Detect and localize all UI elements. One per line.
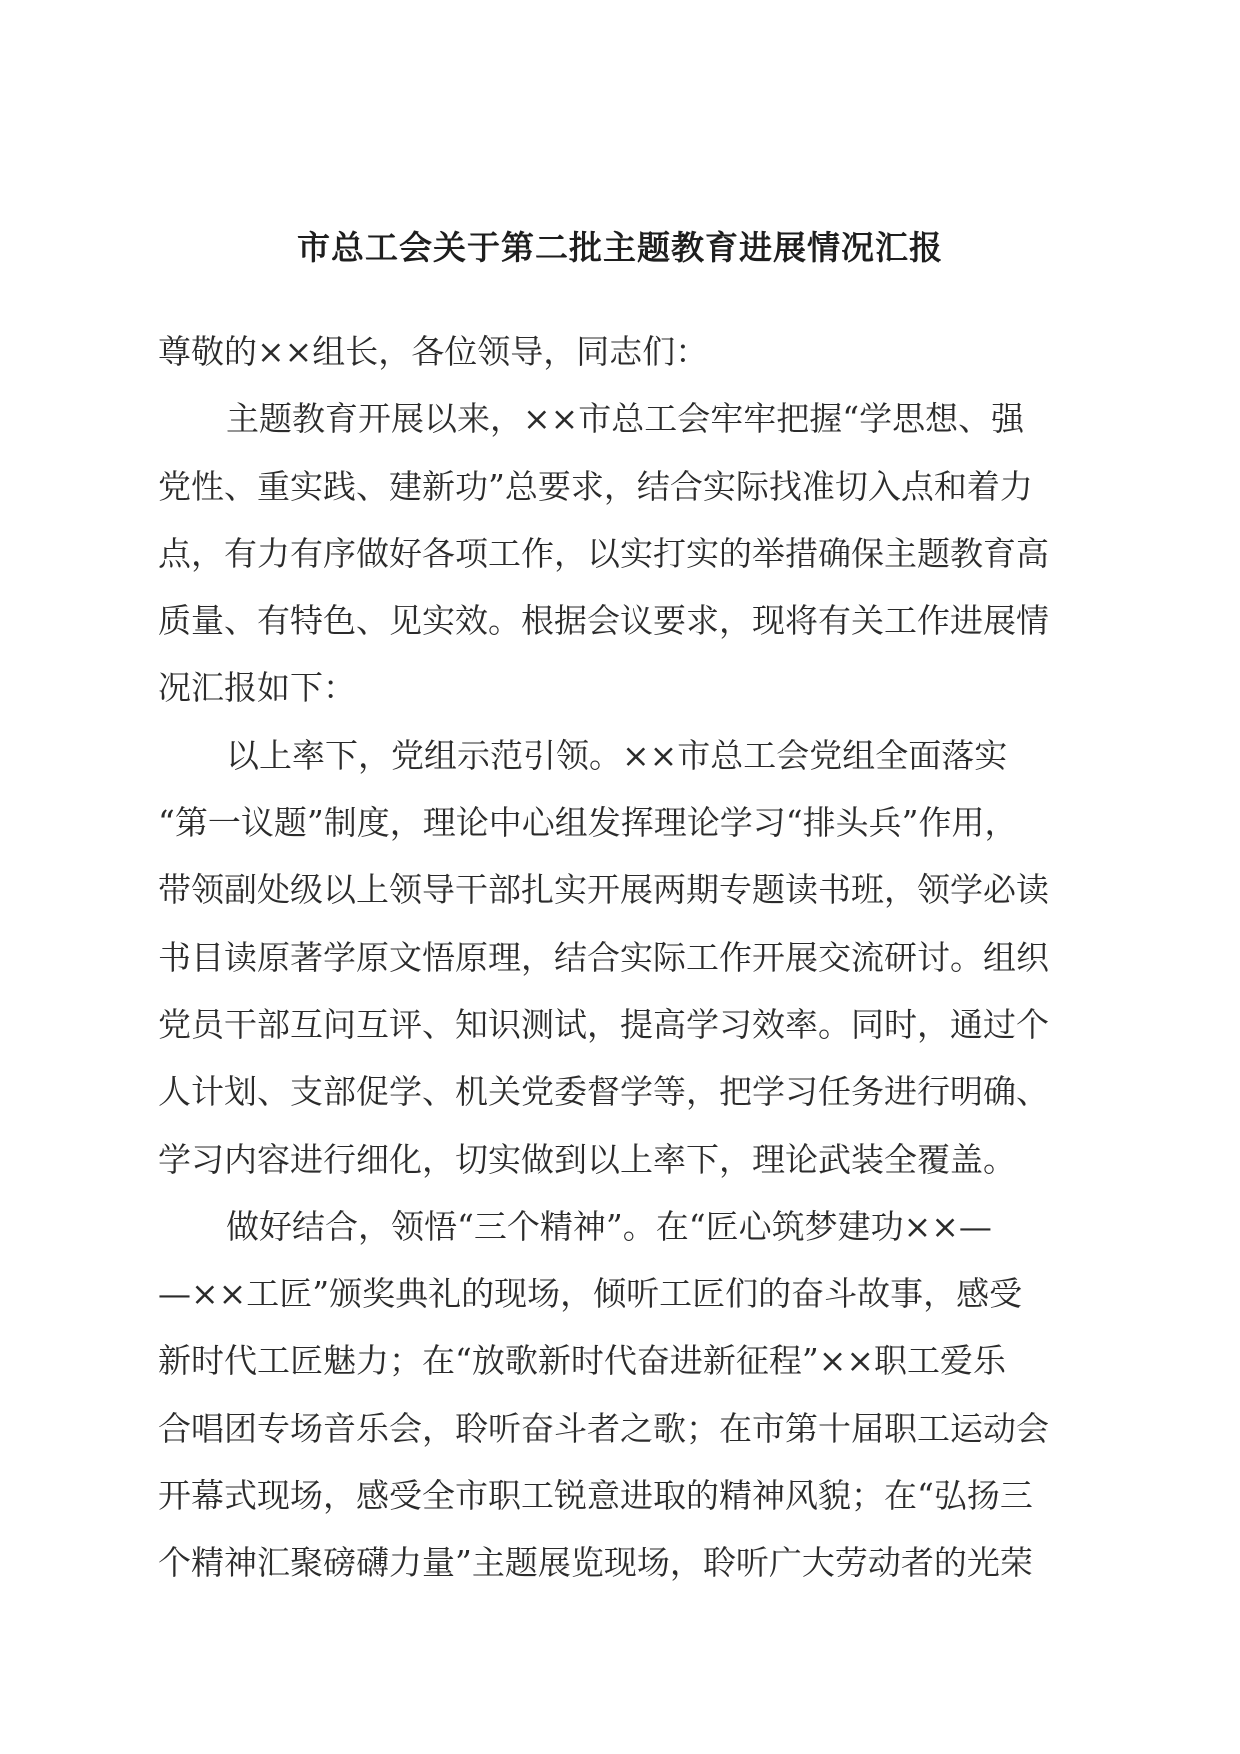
paragraph-line: 党性、重实践、建新功”总要求，结合实际找准切入点和着力 [158,466,1033,506]
document-body [158,318,1068,1597]
paragraph-line: 况汇报如下： [158,668,356,708]
paragraph-line: 个精神汇聚磅礴力量”主题展览现场，聆听广大劳动者的光荣 [158,1543,1033,1583]
paragraph-line: 做好结合，领悟“三个精神”。在“匠心筑梦建功××— [226,1206,992,1246]
paragraph-line: 质量、有特色、见实效。根据会议要求，现将有关工作进展情 [158,601,1049,641]
paragraph-line: “第一议题”制度，理论中心组发挥理论学习“排头兵”作用， [158,803,1018,843]
paragraph-line: 带领副处级以上领导干部扎实开展两期专题读书班，领学必读 [158,870,1049,910]
paragraph-line: 主题教育开展以来，××市总工会牢牢把握“学思想、强 [226,399,1025,439]
paragraph-line: 党员干部互问互评、知识测试，提高学习效率。同时，通过个 [158,1004,1049,1044]
paragraph-line: 人计划、支部促学、机关党委督学等，把学习任务进行明确、 [158,1072,1049,1112]
paragraph-line: 学习内容进行细化，切实做到以上率下，理论武装全覆盖。 [158,1139,1016,1179]
paragraph-line: 点，有力有序做好各项工作，以实打实的举措确保主题教育高 [158,533,1049,573]
paragraph-line: 新时代工匠魅力；在“放歌新时代奋进新征程”××职工爱乐 [158,1341,1007,1381]
salutation-line: 尊敬的××组长，各位领导，同志们： [158,332,709,371]
document-title: 市总工会关于第二批主题教育进展情况汇报 [297,228,943,267]
paragraph-line: 以上率下，党组示范引领。××市总工会党组全面落实 [226,735,1008,775]
paragraph-line: 合唱团专场音乐会，聆听奋斗者之歌；在市第十届职工运动会 [158,1408,1049,1448]
paragraph-line: —××工匠”颁奖典礼的现场，倾听工匠们的奋斗故事，感受 [158,1274,1023,1314]
paragraph-line: 开幕式现场，感受全市职工锐意进取的精神风貌；在“弘扬三 [158,1476,1033,1516]
paragraph-line: 书目读原著学原文悟原理，结合实际工作开展交流研讨。组织 [158,937,1049,977]
